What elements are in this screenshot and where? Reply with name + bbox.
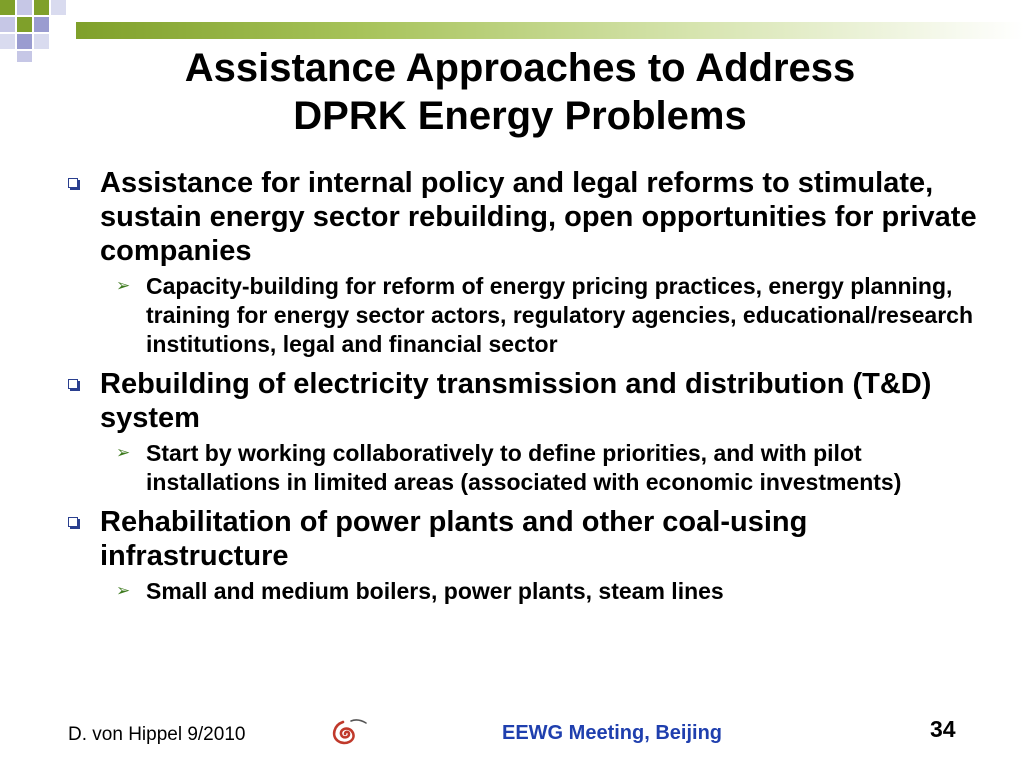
sub-bullet-item	[62, 577, 982, 606]
arrowhead-bullet-icon: ➢	[116, 581, 131, 601]
title-line-1: Assistance Approaches to Address	[184, 46, 856, 90]
square-bullet-icon	[68, 379, 78, 389]
slide-title	[60, 44, 980, 140]
sub-bullet-item	[62, 439, 982, 497]
square-bullet-icon	[68, 178, 78, 188]
bullet-item	[62, 367, 982, 435]
square-bullet-icon	[68, 517, 78, 527]
bullet-text: Rehabilitation of power plants and other coal-using infrastructure	[100, 506, 808, 572]
footer-event: EEWG Meeting, Beijing	[502, 722, 723, 744]
slide-body	[62, 166, 982, 614]
sub-bullet-text: Small and medium boilers, power plants, steam lines	[146, 578, 724, 604]
sub-bullet-item	[62, 272, 982, 359]
sub-bullet-text: Capacity-building for reform of energy pricing practices, energy planning, training for energy sector actors, regulatory agencies, educational/research institutions, legal and financial sector	[146, 273, 974, 357]
title-line-2: DPRK Energy Problems	[293, 94, 747, 138]
page-number: 34	[930, 716, 956, 742]
footer-author: D. von Hippel 9/2010	[68, 724, 246, 745]
header-gradient-bar	[76, 22, 1024, 39]
bullet-text: Assistance for internal policy and legal reforms to stimulate, sustain energy sector rebuilding, open opportunities for private companies	[100, 167, 977, 267]
arrowhead-bullet-icon: ➢	[116, 276, 131, 296]
bullet-text: Rebuilding of electricity transmission and distribution (T&D) system	[100, 368, 932, 434]
sub-bullet-text: Start by working collaboratively to define priorities, and with pilot installations in limited areas (associated with economic investments)	[146, 440, 902, 495]
arrowhead-bullet-icon: ➢	[116, 443, 131, 463]
bullet-item	[62, 166, 982, 268]
spiral-logo-icon	[323, 716, 369, 752]
bullet-item	[62, 505, 982, 573]
